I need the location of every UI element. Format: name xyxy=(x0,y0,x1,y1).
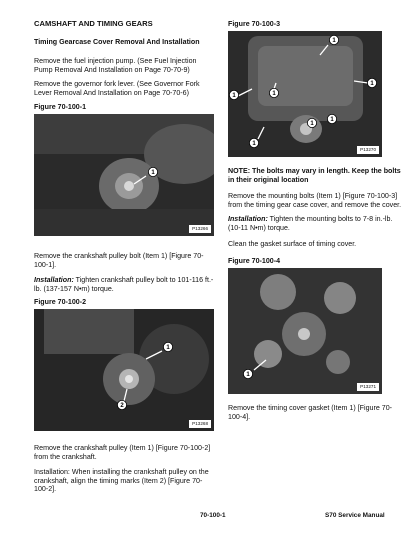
paragraph-remove-gasket: Remove the timing cover gasket (Item 1) [Figure 70-100-4]. xyxy=(228,404,393,421)
figure-2-tag: P13268 xyxy=(189,420,211,428)
figure-3-photo xyxy=(228,31,382,157)
page-number: 70-100-1 xyxy=(200,512,226,519)
paragraph-remove-injection-pump: Remove the fuel injection pump. (See Fuel Injection Pump Removal And Installation on Page 70-70-9) xyxy=(34,57,197,74)
paragraph-remove-pulley: Remove the crankshaft pulley (Item 1) [Figure 70-100-2] from the crankshaft. xyxy=(34,444,211,461)
figure-4-callout-1: 1 xyxy=(246,372,250,379)
paragraph-remove-pulley-bolt: Remove the crankshaft pulley bolt (Item 1) [Figure 70-100-1]. xyxy=(34,252,204,269)
installation-label: Installation: xyxy=(34,276,74,284)
figure-3-callout-1g: 1 xyxy=(252,141,256,148)
note-bolt-length: NOTE: The bolts may vary in length. Keep the bolts in their original location xyxy=(228,167,401,184)
figure-1-label: Figure 70-100-1 xyxy=(34,103,87,111)
figure-2-callout-2: 2 xyxy=(120,403,124,410)
figure-3-label: Figure 70-100-3 xyxy=(228,20,281,28)
installation-label: Installation: xyxy=(228,215,268,223)
paragraph-mounting-bolt-torque xyxy=(228,215,404,232)
paragraph-remove-mounting-bolts: Remove the mounting bolts (Item 1) [Figure 70-100-3] from the timing gear case cover, and remove the cover. xyxy=(228,192,402,209)
figure-2-label: Figure 70-100-2 xyxy=(34,298,87,306)
figure-1-tag: P13266 xyxy=(189,225,211,233)
paragraph-align-timing-marks: Installation: When installing the crankshaft pulley on the crankshaft, align the timing marks (Item 2) [Figure 70-100-2]. xyxy=(34,468,209,494)
figure-2-callout-1: 1 xyxy=(166,345,170,352)
pulley-bolt-torque-text: Tighten crankshaft pulley bolt to 101-116 ft.-lb. (137-157 N•m) torque. xyxy=(34,276,214,293)
mounting-bolt-torque-text: Tighten the mounting bolts to 7-8 in.-lb. (10-11 N•m) torque. xyxy=(228,215,393,232)
figure-4-label: Figure 70-100-4 xyxy=(228,257,281,265)
figure-1-photo xyxy=(34,114,214,236)
figure-3-callout-1d: 1 xyxy=(272,91,276,98)
figure-2-photo xyxy=(34,309,214,431)
figure-3-callout-1a: 1 xyxy=(332,38,336,45)
paragraph-remove-governor-fork: Remove the governor fork lever. (See Governor Fork Lever Removal And Installation on Page 70-70-6) xyxy=(34,80,200,97)
paragraph-clean-gasket: Clean the gasket surface of timing cover. xyxy=(228,240,357,248)
figure-4-tag: P13271 xyxy=(357,383,379,391)
figure-3-callout-1f: 1 xyxy=(330,117,334,124)
figure-3-callout-1b: 1 xyxy=(370,81,374,88)
figure-3-callout-1e: 1 xyxy=(310,121,314,128)
manual-title: S70 Service Manual xyxy=(325,512,385,519)
figure-4-photo xyxy=(228,268,382,394)
figure-3-tag: P13270 xyxy=(357,146,379,154)
figure-1-callout-1: 1 xyxy=(151,170,155,177)
subsection-title: Timing Gearcase Cover Removal And Installation xyxy=(34,38,200,46)
section-title: CAMSHAFT AND TIMING GEARS xyxy=(34,19,153,28)
figure-3-callout-1c: 1 xyxy=(232,93,236,100)
paragraph-pulley-bolt-torque xyxy=(34,276,214,293)
